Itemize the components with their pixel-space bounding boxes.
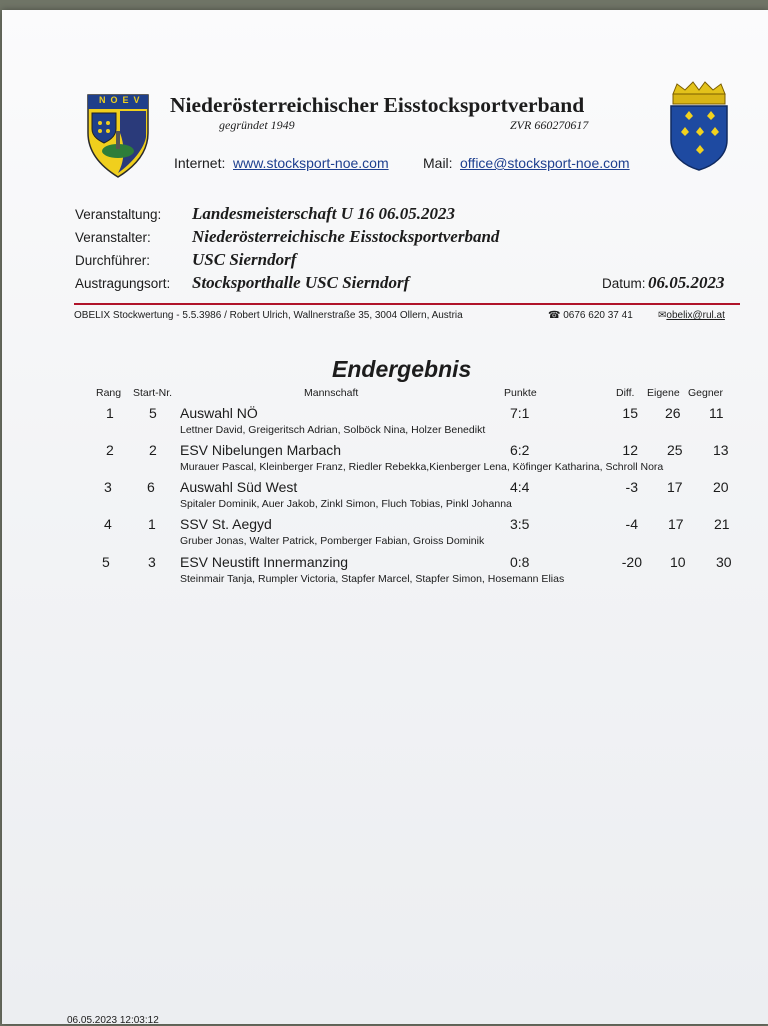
column-eigene: Eigene <box>647 387 680 399</box>
software-email[interactable]: obelix@rul.at <box>666 310 725 321</box>
coat-of-arms-emblem <box>667 80 731 172</box>
host-name: USC Sierndorf <box>192 250 297 269</box>
row-diff: -4 <box>625 516 638 532</box>
organizer-name: Niederösterreichische Eisstocksportverband <box>192 227 500 246</box>
row-gegner: 30 <box>716 554 732 570</box>
row-gegner: 13 <box>713 442 729 458</box>
row-players: Gruber Jonas, Walter Patrick, Pomberger Fabian, Groiss Dominik <box>180 535 485 547</box>
internet-label: Internet: <box>174 155 226 171</box>
host-label: Durchführer: <box>75 253 151 268</box>
results-title: Endergebnis <box>332 356 472 382</box>
row-rang: 3 <box>104 479 112 495</box>
phone-contact <box>548 310 633 321</box>
row-start: 6 <box>147 479 155 495</box>
row-players: Steinmair Tanja, Rumpler Victoria, Stapfer Marcel, Stapfer Simon, Hosemann Elias <box>180 573 565 585</box>
row-players: Spitaler Dominik, Auer Jakob, Zinkl Simon, Fluch Tobias, Pinkl Johanna <box>180 498 512 510</box>
row-punkte: 6:2 <box>510 442 530 458</box>
envelope-icon: ✉ <box>658 310 667 321</box>
row-start: 1 <box>148 516 156 532</box>
row-rang: 4 <box>104 516 112 532</box>
row-start: 5 <box>149 405 157 421</box>
row-players: Lettner David, Greigeritsch Adrian, Solböck Nina, Holzer Benedikt <box>180 424 486 436</box>
logo-text: NOEV <box>99 95 145 105</box>
row-team: Auswahl Süd West <box>180 479 298 495</box>
print-timestamp: 06.05.2023 12:03:12 <box>67 1015 159 1026</box>
mail-label: Mail: <box>423 155 453 171</box>
row-gegner: 21 <box>714 516 730 532</box>
row-start: 3 <box>148 554 156 570</box>
row-diff: 12 <box>622 442 638 458</box>
row-rang: 5 <box>102 554 110 570</box>
row-start: 2 <box>149 442 157 458</box>
row-diff: 15 <box>622 405 638 421</box>
phone-number: 0676 620 37 41 <box>563 310 633 321</box>
row-rang: 1 <box>106 405 114 421</box>
row-punkte: 7:1 <box>510 405 530 421</box>
row-diff: -3 <box>625 479 638 495</box>
header-divider <box>74 303 740 305</box>
column-gegner: Gegner <box>688 387 724 399</box>
row-gegner: 20 <box>713 479 729 495</box>
venue-name: Stocksporthalle USC Sierndorf <box>192 273 410 292</box>
software-credit: OBELIX Stockwertung - 5.5.3986 / Robert Ulrich, Wallnerstraße 35, 3004 Ollern, Austria <box>74 310 463 321</box>
founded-year: gegründet 1949 <box>219 118 295 132</box>
date-value: 06.05.2023 <box>648 273 725 292</box>
row-gegner: 11 <box>709 405 724 421</box>
document-page <box>2 10 768 1024</box>
column-rang: Rang <box>96 387 122 399</box>
noev-logo <box>86 93 150 179</box>
column-diff: Diff. <box>616 387 635 399</box>
date-label: Datum: <box>602 276 646 291</box>
column-punkte: Punkte <box>504 387 537 399</box>
phone-icon: ☎ <box>548 310 561 321</box>
row-team: SSV St. Aegyd <box>180 516 272 532</box>
row-punkte: 4:4 <box>510 479 530 495</box>
row-eigene: 10 <box>670 554 686 570</box>
venue-label: Austragungsort: <box>75 276 171 291</box>
zvr-number: ZVR 660270617 <box>510 118 589 132</box>
row-eigene: 25 <box>667 442 683 458</box>
organizer-label: Veranstalter: <box>75 230 151 245</box>
row-punkte: 0:8 <box>510 554 530 570</box>
row-diff: -20 <box>621 554 642 570</box>
organization-name: Niederösterreichischer Eisstocksportverband <box>170 93 585 117</box>
row-rang: 2 <box>106 442 114 458</box>
column-team: Mannschaft <box>304 387 359 399</box>
row-eigene: 17 <box>668 516 684 532</box>
row-eigene: 17 <box>667 479 683 495</box>
event-label: Veranstaltung: <box>75 207 162 222</box>
row-punkte: 3:5 <box>510 516 530 532</box>
row-eigene: 26 <box>665 405 681 421</box>
event-name: Landesmeisterschaft U 16 06.05.2023 <box>192 204 456 223</box>
email-link[interactable]: office@stocksport-noe.com <box>460 155 630 171</box>
row-team: ESV Neustift Innermanzing <box>180 554 349 570</box>
row-team: Auswahl NÖ <box>180 405 258 421</box>
column-start: Start-Nr. <box>133 387 173 399</box>
email-contact <box>658 310 725 321</box>
row-team: ESV Nibelungen Marbach <box>180 442 342 458</box>
website-link[interactable]: www.stocksport-noe.com <box>233 155 389 171</box>
row-players: Murauer Pascal, Kleinberger Franz, Riedler Rebekka,Kienberger Lena, Köfinger Katharina, Schroll Nora <box>180 461 664 473</box>
